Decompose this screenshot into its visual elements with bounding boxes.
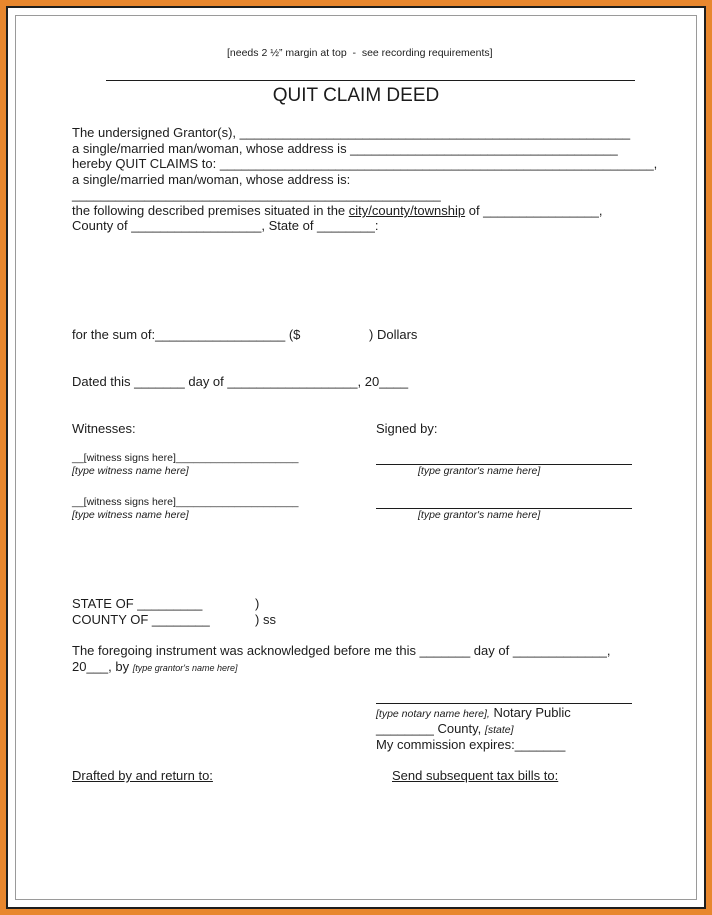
page-title: QUIT CLAIM DEED xyxy=(272,85,440,106)
grantee-address-blank: ___________________________________________________ xyxy=(72,187,441,202)
grantee-address-line: a single/married man/woman, whose address is: xyxy=(72,172,351,187)
premises-blank: of ________________, xyxy=(465,203,603,218)
drafted-by-label: Drafted by and return to: xyxy=(72,768,213,783)
dated-line: Dated this _______ day of __________________, 20____ xyxy=(72,374,409,389)
notary-name: [type notary name here], xyxy=(376,708,490,720)
acknowledgment-grantor: [type grantor's name here] xyxy=(132,663,238,673)
notary-state: [state] xyxy=(484,724,514,736)
notary-public-label: Notary Public xyxy=(489,705,571,720)
county-state-line: County of __________________, State of ________: xyxy=(72,218,379,233)
premises-line xyxy=(72,203,602,219)
grantor-2-name: [type grantor's name here] xyxy=(418,509,541,521)
acknowledgment-line: The foregoing instrument was acknowledged before me this _______ day of _____________, xyxy=(72,643,611,658)
witnesses-label: Witnesses: xyxy=(72,421,136,436)
commission-line: My commission expires:_______ xyxy=(376,737,566,752)
grantor-1-name: [type grantor's name here] xyxy=(418,465,541,477)
ss-mark: ) ss xyxy=(255,612,276,627)
header-note: [needs 2 ½” margin at top - see recording requirements] xyxy=(227,47,493,59)
state-of-line: STATE OF _________ xyxy=(72,596,203,611)
acknowledgment-by-line xyxy=(72,659,238,675)
signed-by-label: Signed by: xyxy=(376,421,438,436)
premises-jurisdiction: city/county/township xyxy=(348,203,466,218)
witness-2-name: [type witness name here] xyxy=(72,509,189,521)
grantor-line: The undersigned Grantor(s), ______________________________________________________ xyxy=(72,125,631,140)
witness-1-signature: __[witness signs here]_____________________ xyxy=(72,452,299,464)
notary-county-blank: ________ County, xyxy=(376,721,485,736)
witness-1-name: [type witness name here] xyxy=(72,465,189,477)
top-rule xyxy=(106,80,635,81)
notary-county-line xyxy=(376,721,514,737)
county-of-line: COUNTY OF ________ xyxy=(72,612,210,627)
witness-2-signature: __[witness signs here]_____________________ xyxy=(72,496,299,508)
notary-signature-line xyxy=(376,703,632,704)
notary-line xyxy=(376,705,571,721)
grantee-line: hereby QUIT CLAIMS to: ____________________________________________________________, xyxy=(72,156,658,171)
premises-text: the following described premises situated in the xyxy=(72,203,349,218)
grantor-address-line: a single/married man/woman, whose address is _____________________________________ xyxy=(72,141,618,156)
tax-bills-label: Send subsequent tax bills to: xyxy=(392,768,559,783)
sum-line: for the sum of:__________________ ($ ) Dollars xyxy=(72,327,418,342)
acknowledgment-year: 20___, by xyxy=(72,659,133,674)
state-paren: ) xyxy=(255,596,260,611)
